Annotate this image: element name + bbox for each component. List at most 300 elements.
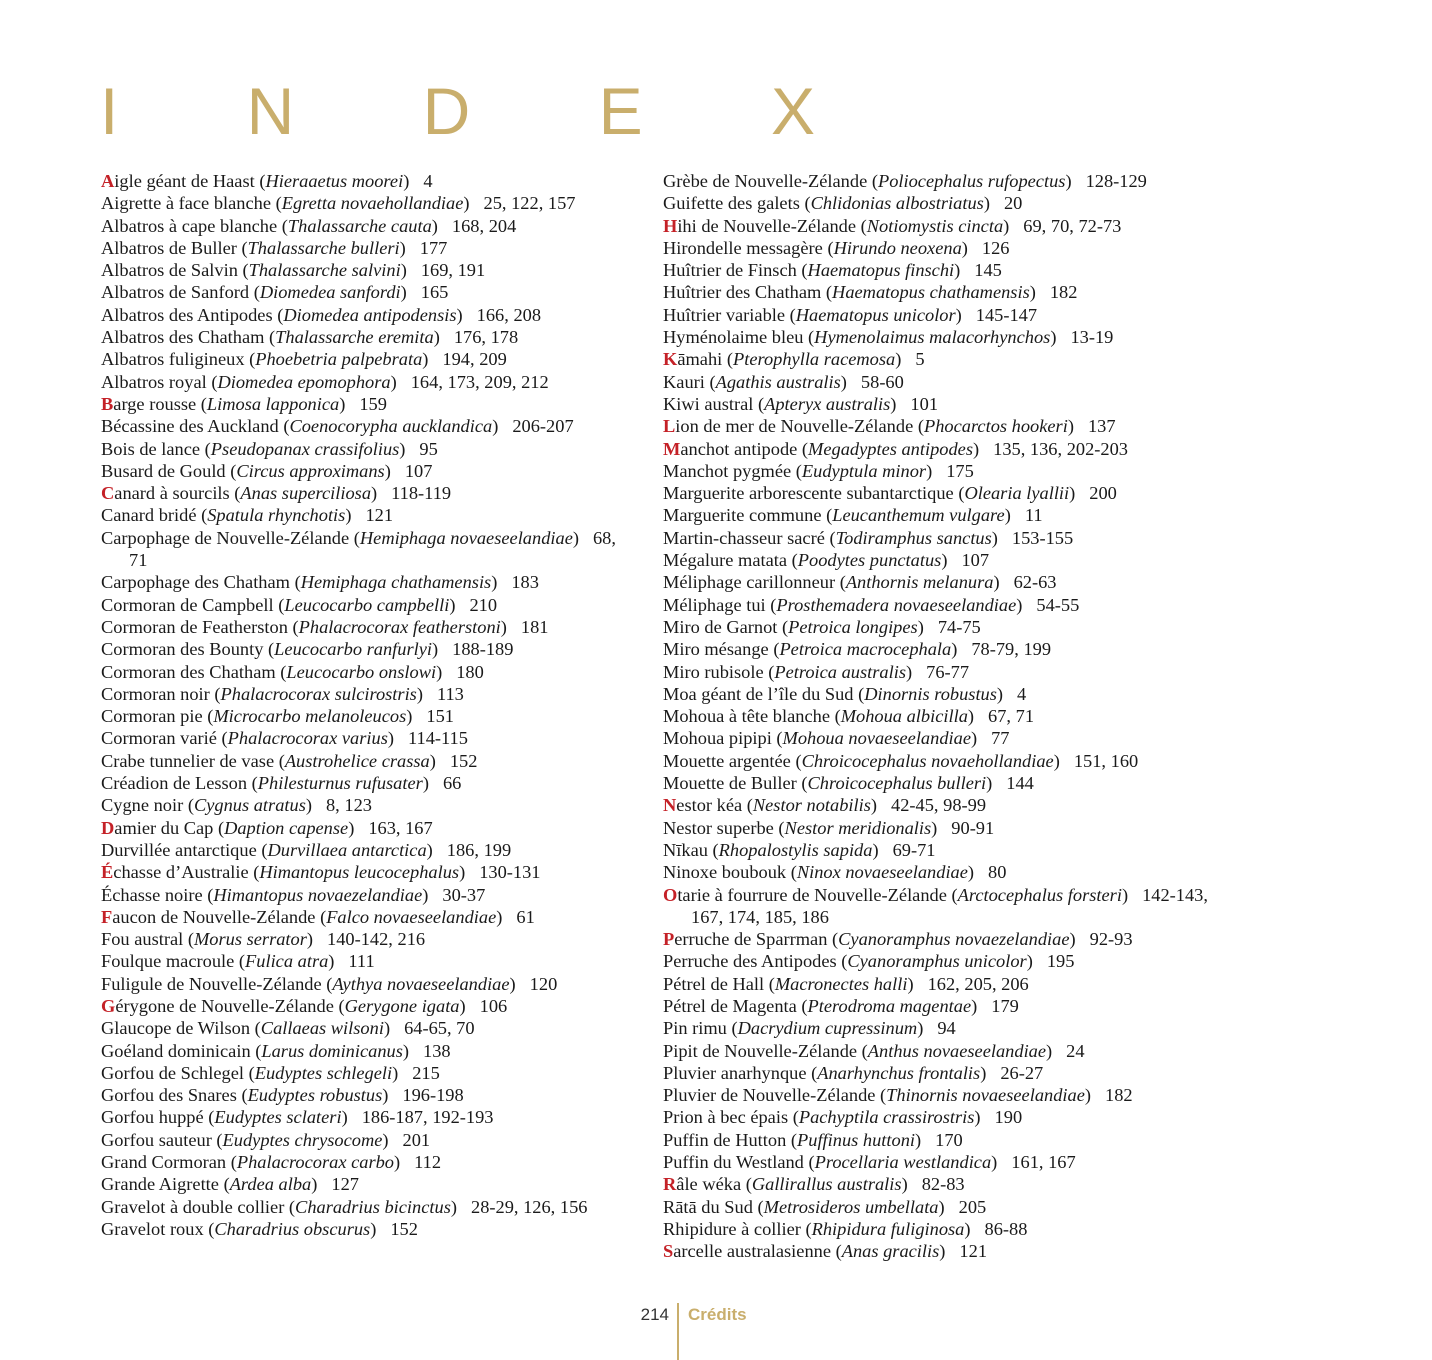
scientific-name: Haematopus unicolor bbox=[795, 304, 956, 325]
index-entry: Nestor superbe (Nestor meridionalis) 90-91 bbox=[663, 817, 995, 838]
scientific-name: Philesturnus rufusater bbox=[257, 773, 423, 794]
page-refs: 107 bbox=[404, 460, 433, 481]
page-footer bbox=[0, 1303, 1432, 1360]
common-name: Marguerite arborescente subantarctique bbox=[663, 483, 959, 504]
common-name: erruche de Sparrman bbox=[674, 929, 833, 950]
scientific-name: Mohoua novaeseelandiae bbox=[782, 728, 971, 749]
index-entry: Hyménolaime bleu (Hymenolaimus malacorhynchos) 13-19 bbox=[663, 327, 1114, 348]
scientific-name: Procellaria westlandica bbox=[814, 1152, 992, 1173]
index-entry: Gorfou sauteur (Eudyptes chrysocome) 201 bbox=[101, 1129, 431, 1150]
page-refs: 42-45, 98-99 bbox=[891, 795, 987, 816]
page-refs: 121 bbox=[365, 505, 394, 526]
index-entry: Grand Cormoran (Phalacrocorax carbo) 112 bbox=[101, 1152, 442, 1173]
index-entry: Créadion de Lesson (Philesturnus rufusater) 66 bbox=[101, 773, 462, 794]
common-name: Kiwi austral bbox=[663, 393, 758, 414]
scientific-name: Spatula rhynchotis bbox=[207, 505, 346, 526]
page-refs: 159 bbox=[359, 393, 387, 414]
page-refs: 153-155 bbox=[1011, 527, 1074, 548]
common-name: Rātā du Sud bbox=[663, 1196, 758, 1217]
index-entry: Cygne noir (Cygnus atratus) 8, 123 bbox=[101, 795, 372, 816]
common-name: Grèbe de Nouvelle-Zélande bbox=[663, 171, 872, 191]
page-refs: 165 bbox=[420, 282, 449, 303]
scientific-name: Arctocephalus forsteri bbox=[957, 884, 1122, 905]
index-entry: Aigle géant de Haast (Hieraaetus moorei) 4 bbox=[101, 171, 433, 191]
scientific-name: Hemiphaga novaeseelandiae bbox=[359, 527, 573, 548]
page-refs: 90-91 bbox=[951, 817, 995, 838]
index-entry: Ninoxe boubouk (Ninox novaeseelandiae) 80 bbox=[663, 862, 1007, 883]
scientific-name: Nestor meridionalis bbox=[784, 817, 932, 838]
scientific-name: Cyanoramphus unicolor bbox=[847, 951, 1027, 972]
scientific-name: Leucocarbo onslowi bbox=[286, 661, 437, 682]
page-refs: 8, 123 bbox=[325, 795, 372, 816]
page-refs: 120 bbox=[529, 973, 558, 994]
index-entry: Méliphage tui (Prosthemadera novaeseelandiae) 54-55 bbox=[663, 594, 1080, 615]
scientific-name: Eudyptes robustus bbox=[247, 1085, 383, 1106]
common-name: Pétrel de Hall bbox=[663, 973, 769, 994]
index-entry: Miro rubisole (Petroica australis) 76-77 bbox=[663, 661, 970, 682]
index-entry: Échasse noire (Himantopus novaezelandiae) 30-37 bbox=[101, 884, 486, 905]
index-entry: Nīkau (Rhopalostylis sapida) 69-71 bbox=[663, 839, 936, 860]
scientific-name: Olearia lyallii bbox=[964, 483, 1070, 504]
index-entry: Cormoran de Featherston (Phalacrocorax featherstoni) 181 bbox=[101, 616, 549, 637]
page-refs: 111 bbox=[348, 951, 375, 972]
index-entry: Pin rimu (Dacrydium cupressinum) 94 bbox=[663, 1018, 956, 1039]
scientific-name: Leucanthemum vulgare bbox=[832, 505, 1005, 526]
index-entry: Cormoran noir (Phalacrocorax sulcirostris) 113 bbox=[101, 683, 464, 704]
section-letter: L bbox=[663, 416, 676, 437]
index-entry: Bois de lance (Pseudopanax crassifolius) 95 bbox=[101, 438, 438, 459]
index-entry: Cormoran des Chatham (Leucocarbo onslowi) 180 bbox=[101, 661, 484, 682]
page-refs: 80 bbox=[988, 862, 1007, 883]
common-name: Carpophage des Chatham bbox=[101, 572, 295, 593]
page-refs: 186, 199 bbox=[446, 839, 512, 860]
common-name: Nīkau bbox=[663, 839, 713, 860]
index-entry: Kiwi austral (Apteryx australis) 101 bbox=[663, 393, 939, 414]
scientific-name: Hirundo neoxena bbox=[833, 237, 962, 258]
page-refs: 169, 191 bbox=[420, 260, 486, 281]
scientific-name: Fulica atra bbox=[245, 951, 329, 972]
page-refs: 114-115 bbox=[408, 728, 468, 749]
index-entry: Fuligule de Nouvelle-Zélande (Aythya novaeseelandiae) 120 bbox=[101, 973, 558, 994]
common-name: Mohoua à tête blanche bbox=[663, 706, 835, 727]
page-refs: 152 bbox=[449, 750, 478, 771]
page-refs: 54-55 bbox=[1036, 594, 1080, 615]
scientific-name: Nestor notabilis bbox=[752, 795, 871, 816]
page-refs: 181 bbox=[520, 616, 549, 637]
index-entry: Lion de mer de Nouvelle-Zélande (Phocarctos hookeri) 137 bbox=[663, 416, 1116, 437]
page-refs: 206-207 bbox=[512, 416, 574, 437]
page-refs: 26-27 bbox=[1000, 1062, 1044, 1083]
scientific-name: Diomedea epomophora bbox=[217, 371, 391, 392]
index-entry: Durvillée antarctique (Durvillaea antarctica) 186, 199 bbox=[101, 839, 512, 860]
index-entry: Guifette des galets (Chlidonias albostriatus) 20 bbox=[663, 193, 1023, 214]
common-name: Albatros des Chatham bbox=[101, 327, 270, 348]
page-refs: 161, 167 bbox=[1011, 1152, 1076, 1173]
common-name: Cormoran de Featherston bbox=[101, 616, 293, 637]
common-name: ihi de Nouvelle-Zélande bbox=[677, 215, 861, 236]
common-name: Foulque macroule bbox=[101, 951, 239, 972]
common-name: Huîtrier de Finsch bbox=[663, 260, 802, 281]
scientific-name: Poliocephalus rufopectus bbox=[877, 171, 1066, 191]
common-name: estor kéa bbox=[676, 795, 747, 816]
scientific-name: Phalacrocorax varius bbox=[227, 728, 388, 749]
scientific-name: Anas gracilis bbox=[841, 1241, 940, 1262]
index-entry: Rhipidure à collier (Rhipidura fuliginosa) 86-88 bbox=[663, 1218, 1028, 1239]
page-refs: 170 bbox=[935, 1129, 963, 1150]
common-name: Méliphage carillonneur bbox=[663, 572, 840, 593]
common-name: ion de mer de Nouvelle-Zélande bbox=[675, 416, 918, 437]
common-name: Fuligule de Nouvelle-Zélande bbox=[101, 973, 327, 994]
common-name: Marguerite commune bbox=[663, 505, 827, 526]
page-refs: 142-143, 167, 174, 185, 186 bbox=[691, 884, 1208, 927]
scientific-name: Diomedea sanfordi bbox=[259, 282, 401, 303]
common-name: Albatros de Sanford bbox=[101, 282, 254, 303]
page-refs: 101 bbox=[910, 393, 939, 414]
scientific-name: Phoebetria palpebrata bbox=[255, 349, 423, 370]
index-entry: Mégalure matata (Poodytes punctatus) 107 bbox=[663, 550, 990, 571]
index-entry: Puffin du Westland (Procellaria westlandica) 161, 167 bbox=[663, 1152, 1076, 1173]
page-refs: 195 bbox=[1046, 951, 1075, 972]
common-name: Ninoxe boubouk bbox=[663, 862, 791, 883]
page-refs: 168, 204 bbox=[451, 215, 517, 236]
section-letter: K bbox=[663, 349, 678, 370]
page-refs: 128-129 bbox=[1085, 171, 1147, 191]
index-entry: Gérygone de Nouvelle-Zélande (Gerygone igata) 106 bbox=[101, 995, 508, 1016]
scientific-name: Megadyptes antipodes bbox=[808, 438, 973, 459]
page-refs: 76-77 bbox=[926, 661, 970, 682]
index-entry: Albatros de Salvin (Thalassarche salvini) 169, 191 bbox=[101, 260, 486, 281]
index-entry: Rātā du Sud (Metrosideros umbellata) 205 bbox=[663, 1196, 987, 1217]
common-name: Miro mésange bbox=[663, 639, 774, 660]
scientific-name: Thalassarche salvini bbox=[248, 260, 401, 281]
index-entry: Grande Aigrette (Ardea alba) 127 bbox=[101, 1174, 359, 1195]
page-refs: 151 bbox=[426, 706, 454, 727]
index-entry: Cormoran de Campbell (Leucocarbo campbelli) 210 bbox=[101, 594, 498, 615]
page-refs: 201 bbox=[402, 1129, 431, 1150]
common-name: Nestor superbe bbox=[663, 817, 779, 838]
index-entry: Foulque macroule (Fulica atra) 111 bbox=[101, 951, 375, 972]
index-entry: Fou austral (Morus serrator) 140-142, 216 bbox=[101, 929, 426, 950]
page-refs: 205 bbox=[958, 1196, 987, 1217]
page-refs: 69, 70, 72-73 bbox=[1023, 215, 1122, 236]
scientific-name: Circus approximans bbox=[236, 460, 385, 481]
index-entry: Crabe tunnelier de vase (Austrohelice crassa) 152 bbox=[101, 750, 478, 771]
scientific-name: Thalassarche cauta bbox=[287, 215, 432, 236]
scientific-name: Eudyptula minor bbox=[801, 460, 927, 481]
page-title: I N D E X bbox=[100, 74, 871, 148]
section-letter: D bbox=[101, 817, 115, 838]
index-entry: Cormoran varié (Phalacrocorax varius) 114-115 bbox=[101, 728, 468, 749]
index-entry: Faucon de Nouvelle-Zélande (Falco novaeseelandiae) 61 bbox=[101, 906, 535, 927]
common-name: Créadion de Lesson bbox=[101, 773, 252, 794]
index-entry: Barge rousse (Limosa lapponica) 159 bbox=[101, 393, 387, 414]
index-entry: Pipit de Nouvelle-Zélande (Anthus novaeseelandiae) 24 bbox=[663, 1040, 1085, 1061]
scientific-name: Cygnus atratus bbox=[193, 795, 306, 816]
common-name: aucon de Nouvelle-Zélande bbox=[112, 906, 321, 927]
page-refs: 121 bbox=[959, 1241, 988, 1262]
index-entry: Miro de Garnot (Petroica longipes) 74-75 bbox=[663, 616, 981, 637]
common-name: Miro de Garnot bbox=[663, 616, 783, 637]
scientific-name: Hieraaetus moorei bbox=[265, 171, 404, 191]
page-refs: 196-198 bbox=[402, 1085, 464, 1106]
scientific-name: Pterophylla racemosa bbox=[732, 349, 896, 370]
index-entry: Busard de Gould (Circus approximans) 107 bbox=[101, 460, 433, 481]
index-entry: Carpophage des Chatham (Hemiphaga chathamensis) 183 bbox=[101, 572, 539, 593]
section-letter: S bbox=[663, 1241, 674, 1262]
section-letter: R bbox=[663, 1174, 677, 1195]
section-letter: P bbox=[663, 929, 675, 950]
scientific-name: Leucocarbo campbelli bbox=[284, 594, 450, 615]
section-letter: A bbox=[101, 171, 115, 191]
page-refs: 62-63 bbox=[1013, 572, 1057, 593]
index-entry: Marguerite arborescente subantarctique (Olearia lyallii) 200 bbox=[663, 483, 1117, 504]
scientific-name: Apteryx australis bbox=[764, 393, 891, 414]
common-name: Carpophage de Nouvelle-Zélande bbox=[101, 527, 354, 548]
common-name: Cormoran des Chatham bbox=[101, 661, 281, 682]
page-refs: 152 bbox=[390, 1218, 418, 1239]
common-name: Aigrette à face blanche bbox=[101, 193, 276, 214]
common-name: igle géant de Haast bbox=[114, 171, 260, 191]
section-letter: H bbox=[663, 215, 678, 236]
scientific-name: Charadrius obscurus bbox=[214, 1218, 371, 1239]
index-entry: Mohoua à tête blanche (Mohoua albicilla) 67, 71 bbox=[663, 706, 1035, 727]
scientific-name: Rhipidura fuliginosa bbox=[811, 1218, 965, 1239]
common-name: Grand Cormoran bbox=[101, 1152, 231, 1173]
common-name: Cormoran pie bbox=[101, 706, 208, 727]
footer-divider bbox=[677, 1303, 679, 1360]
common-name: Pluvier de Nouvelle-Zélande bbox=[663, 1085, 881, 1106]
scientific-name: Anthus novaeseelandiae bbox=[867, 1040, 1047, 1061]
common-name: Huîtrier variable bbox=[663, 304, 790, 325]
common-name: Albatros fuligineux bbox=[101, 349, 250, 370]
page-number: 214 bbox=[640, 1305, 669, 1324]
index-entry: Huîtrier des Chatham (Haematopus chathamensis) 182 bbox=[663, 282, 1078, 303]
index-entry: Mohoua pipipi (Mohoua novaeseelandiae) 77 bbox=[663, 728, 1010, 749]
index-entry: Échasse d’Australie (Himantopus leucocephalus) 130-131 bbox=[101, 862, 541, 883]
index-entry: Marguerite commune (Leucanthemum vulgare) 11 bbox=[663, 505, 1043, 526]
index-entry: Pluvier anarhynque (Anarhynchus frontalis) 26-27 bbox=[663, 1062, 1044, 1083]
common-name: Durvillée antarctique bbox=[101, 839, 262, 860]
common-name: Cygne noir bbox=[101, 795, 188, 816]
common-name: Méliphage tui bbox=[663, 594, 771, 615]
common-name: Perruche des Antipodes bbox=[663, 951, 842, 972]
index-entry: Bécassine des Auckland (Coenocorypha aucklandica) 206-207 bbox=[101, 416, 574, 437]
page-refs: 82-83 bbox=[921, 1174, 965, 1195]
index-entry: Miro mésange (Petroica macrocephala) 78-79, 199 bbox=[663, 639, 1052, 660]
scientific-name: Pseudopanax crassifolius bbox=[210, 438, 400, 459]
scientific-name: Himantopus novaezelandiae bbox=[213, 884, 423, 905]
common-name: Albatros à cape blanche bbox=[101, 215, 282, 236]
index-entry: Albatros fuligineux (Phoebetria palpebrata) 194, 209 bbox=[101, 349, 507, 370]
page-refs: 182 bbox=[1049, 282, 1078, 303]
index-entry: Kauri (Agathis australis) 58-60 bbox=[663, 371, 904, 392]
common-name: tarie à fourrure de Nouvelle-Zélande bbox=[677, 884, 952, 905]
common-name: Gorfou sauteur bbox=[101, 1129, 217, 1150]
page-refs: 66 bbox=[442, 773, 462, 794]
index-entry: Gravelot à double collier (Charadrius bicinctus) 28-29, 126, 156 bbox=[101, 1196, 588, 1217]
page-refs: 144 bbox=[1006, 773, 1034, 794]
index-column-right bbox=[663, 170, 1223, 1263]
scientific-name: Callaeas wilsoni bbox=[260, 1018, 384, 1039]
common-name: Bécassine des Auckland bbox=[101, 416, 284, 437]
index-entry: Glaucope de Wilson (Callaeas wilsoni) 64-65, 70 bbox=[101, 1018, 475, 1039]
page-refs: 86-88 bbox=[984, 1218, 1028, 1239]
index-entry: Cormoran pie (Microcarbo melanoleucos) 151 bbox=[101, 706, 454, 727]
section-letter: C bbox=[101, 483, 115, 504]
scientific-name: Ninox novaeseelandiae bbox=[796, 862, 968, 883]
common-name: Albatros des Antipodes bbox=[101, 304, 278, 325]
common-name: Pipit de Nouvelle-Zélande bbox=[663, 1040, 862, 1061]
index-entry: Cormoran des Bounty (Leucocarbo ranfurlyi) 188-189 bbox=[101, 639, 514, 660]
common-name: arcelle australasienne bbox=[673, 1241, 836, 1262]
common-name: Moa géant de l’île du Sud bbox=[663, 683, 859, 704]
scientific-name: Larus dominicanus bbox=[261, 1040, 403, 1061]
page-refs: 5 bbox=[915, 349, 925, 370]
index-entry: Mouette argentée (Chroicocephalus novaehollandiae) 151, 160 bbox=[663, 750, 1139, 771]
page-refs: 64-65, 70 bbox=[404, 1018, 475, 1039]
index-entry: Canard bridé (Spatula rhynchotis) 121 bbox=[101, 505, 394, 526]
index-entry: Mouette de Buller (Chroicocephalus bulleri) 144 bbox=[663, 773, 1034, 794]
common-name: Kauri bbox=[663, 371, 710, 392]
common-name: Gravelot roux bbox=[101, 1218, 209, 1239]
scientific-name: Limosa lapponica bbox=[206, 393, 340, 414]
common-name: Mégalure matata bbox=[663, 550, 792, 571]
scientific-name: Gallirallus australis bbox=[751, 1174, 902, 1195]
section-letter: O bbox=[663, 884, 678, 905]
common-name: arge rousse bbox=[113, 393, 201, 414]
page-refs: 77 bbox=[991, 728, 1010, 749]
page-refs: 177 bbox=[419, 237, 448, 258]
common-name: Canard bridé bbox=[101, 505, 202, 526]
page-refs: 162, 205, 206 bbox=[927, 973, 1029, 994]
common-name: Hyménolaime bleu bbox=[663, 327, 809, 348]
index-entry: Huîtrier de Finsch (Haematopus finschi) 145 bbox=[663, 260, 1002, 281]
page-refs: 176, 178 bbox=[453, 327, 519, 348]
page-refs: 135, 136, 202-203 bbox=[993, 438, 1128, 459]
page-refs: 215 bbox=[412, 1062, 440, 1083]
scientific-name: Anthornis melanura bbox=[845, 572, 994, 593]
common-name: chasse d’Australie bbox=[113, 862, 254, 883]
scientific-name: Chroicocephalus novaehollandiae bbox=[801, 750, 1054, 771]
scientific-name: Agathis australis bbox=[715, 371, 841, 392]
index-entry: Albatros des Antipodes (Diomedea antipodensis) 166, 208 bbox=[101, 304, 542, 325]
index-entry: Pétrel de Hall (Macronectes halli) 162, 205, 206 bbox=[663, 973, 1029, 994]
page-refs: 112 bbox=[414, 1152, 442, 1173]
index-entry: Perruche de Sparrman (Cyanoramphus novaezelandiae) 92-93 bbox=[663, 929, 1133, 950]
page-refs: 24 bbox=[1066, 1040, 1085, 1061]
common-name: Martin-chasseur sacré bbox=[663, 527, 830, 548]
page-refs: 138 bbox=[423, 1040, 451, 1061]
common-name: Mouette de Buller bbox=[663, 773, 802, 794]
scientific-name: Haematopus finschi bbox=[807, 260, 955, 281]
common-name: Gorfou des Snares bbox=[101, 1085, 242, 1106]
common-name: Manchot pygmée bbox=[663, 460, 796, 481]
page-refs: 140-142, 216 bbox=[327, 929, 426, 950]
common-name: Glaucope de Wilson bbox=[101, 1018, 255, 1039]
page-refs: 92-93 bbox=[1089, 929, 1133, 950]
index-entry: Puffin de Hutton (Puffinus huttoni) 170 bbox=[663, 1129, 963, 1150]
scientific-name: Todiramphus sanctus bbox=[835, 527, 992, 548]
scientific-name: Cyanoramphus novaezelandiae bbox=[838, 929, 1070, 950]
page-refs: 130-131 bbox=[479, 862, 541, 883]
index-entry: Hirondelle messagère (Hirundo neoxena) 126 bbox=[663, 237, 1010, 258]
index-entry: Sarcelle australasienne (Anas gracilis) 121 bbox=[663, 1241, 988, 1262]
scientific-name: Hemiphaga chathamensis bbox=[300, 572, 492, 593]
common-name: Pétrel de Magenta bbox=[663, 995, 802, 1016]
index-entry: Râle wéka (Gallirallus australis) 82-83 bbox=[663, 1174, 965, 1195]
index-entry: Gorfou huppé (Eudyptes sclateri) 186-187, 192-193 bbox=[101, 1107, 494, 1128]
page-refs: 106 bbox=[479, 995, 508, 1016]
scientific-name: Durvillaea antarctica bbox=[267, 839, 427, 860]
page-refs: 179 bbox=[991, 995, 1019, 1016]
common-name: Albatros de Buller bbox=[101, 237, 242, 258]
scientific-name: Himantopus leucocephalus bbox=[259, 862, 460, 883]
page-refs: 137 bbox=[1087, 416, 1116, 437]
common-name: Gorfou huppé bbox=[101, 1107, 209, 1128]
common-name: Pluvier anarhynque bbox=[663, 1062, 812, 1083]
page-refs: 68, 71 bbox=[129, 527, 616, 571]
page-refs: 210 bbox=[469, 594, 498, 615]
section-name: Crédits bbox=[688, 1305, 747, 1324]
common-name: Miro rubisole bbox=[663, 661, 769, 682]
scientific-name: Metrosideros umbellata bbox=[763, 1196, 939, 1217]
common-name: Crabe tunnelier de vase bbox=[101, 750, 279, 771]
scientific-name: Eudyptes sclateri bbox=[214, 1107, 342, 1128]
index-entry: Aigrette à face blanche (Egretta novaehollandiae) 25, 122, 157 bbox=[101, 193, 576, 214]
scientific-name: Dacrydium cupressinum bbox=[737, 1018, 918, 1039]
scientific-name: Mohoua albicilla bbox=[840, 706, 968, 727]
index-entry: Albatros à cape blanche (Thalassarche cauta) 168, 204 bbox=[101, 215, 517, 236]
common-name: Gorfou de Schlegel bbox=[101, 1062, 249, 1083]
common-name: Puffin de Hutton bbox=[663, 1129, 791, 1150]
common-name: Albatros royal bbox=[101, 371, 212, 392]
index-entry: Martin-chasseur sacré (Todiramphus sanctus) 153-155 bbox=[663, 527, 1074, 548]
index-entry: Gravelot roux (Charadrius obscurus) 152 bbox=[101, 1218, 418, 1239]
scientific-name: Dinornis robustus bbox=[864, 683, 997, 704]
section-letter: N bbox=[663, 795, 677, 816]
scientific-name: Haematopus chathamensis bbox=[832, 282, 1030, 303]
scientific-name: Thalassarche bulleri bbox=[247, 237, 400, 258]
common-name: Grande Aigrette bbox=[101, 1174, 224, 1195]
page-refs: 194, 209 bbox=[442, 349, 507, 370]
index-entry: Manchot pygmée (Eudyptula minor) 175 bbox=[663, 460, 974, 481]
scientific-name: Rhopalostylis sapida bbox=[718, 839, 873, 860]
section-letter: G bbox=[101, 995, 116, 1016]
common-name: érygone de Nouvelle-Zélande bbox=[115, 995, 339, 1016]
common-name: Fou austral bbox=[101, 929, 188, 950]
scientific-name: Anarhynchus frontalis bbox=[817, 1062, 981, 1083]
common-name: Huîtrier des Chatham bbox=[663, 282, 826, 303]
index-entry: Perruche des Antipodes (Cyanoramphus unicolor) 195 bbox=[663, 951, 1075, 972]
section-letter: É bbox=[101, 862, 114, 883]
page-refs: 200 bbox=[1089, 483, 1117, 504]
common-name: Guifette des galets bbox=[663, 193, 805, 214]
page-refs: 145-147 bbox=[975, 304, 1038, 325]
common-name: Rhipidure à collier bbox=[663, 1218, 806, 1239]
scientific-name: Eudyptes chrysocome bbox=[222, 1129, 383, 1150]
page-refs: 58-60 bbox=[860, 371, 904, 392]
scientific-name: Phalacrocorax sulcirostris bbox=[220, 683, 417, 704]
index-entry: Grèbe de Nouvelle-Zélande (Poliocephalus rufopectus) 128-129 bbox=[663, 171, 1147, 191]
index-entry: Moa géant de l’île du Sud (Dinornis robustus) 4 bbox=[663, 683, 1027, 704]
page-refs: 182 bbox=[1105, 1085, 1133, 1106]
index-entry: Pétrel de Magenta (Pterodroma magentae) 179 bbox=[663, 995, 1019, 1016]
page-refs: 69-71 bbox=[892, 839, 936, 860]
index-entry: Albatros de Sanford (Diomedea sanfordi) 165 bbox=[101, 282, 449, 303]
index-entry: Manchot antipode (Megadyptes antipodes) 135, 136, 202-203 bbox=[663, 438, 1128, 459]
common-name: Gravelot à double collier bbox=[101, 1196, 289, 1217]
page-refs: 20 bbox=[1003, 193, 1023, 214]
